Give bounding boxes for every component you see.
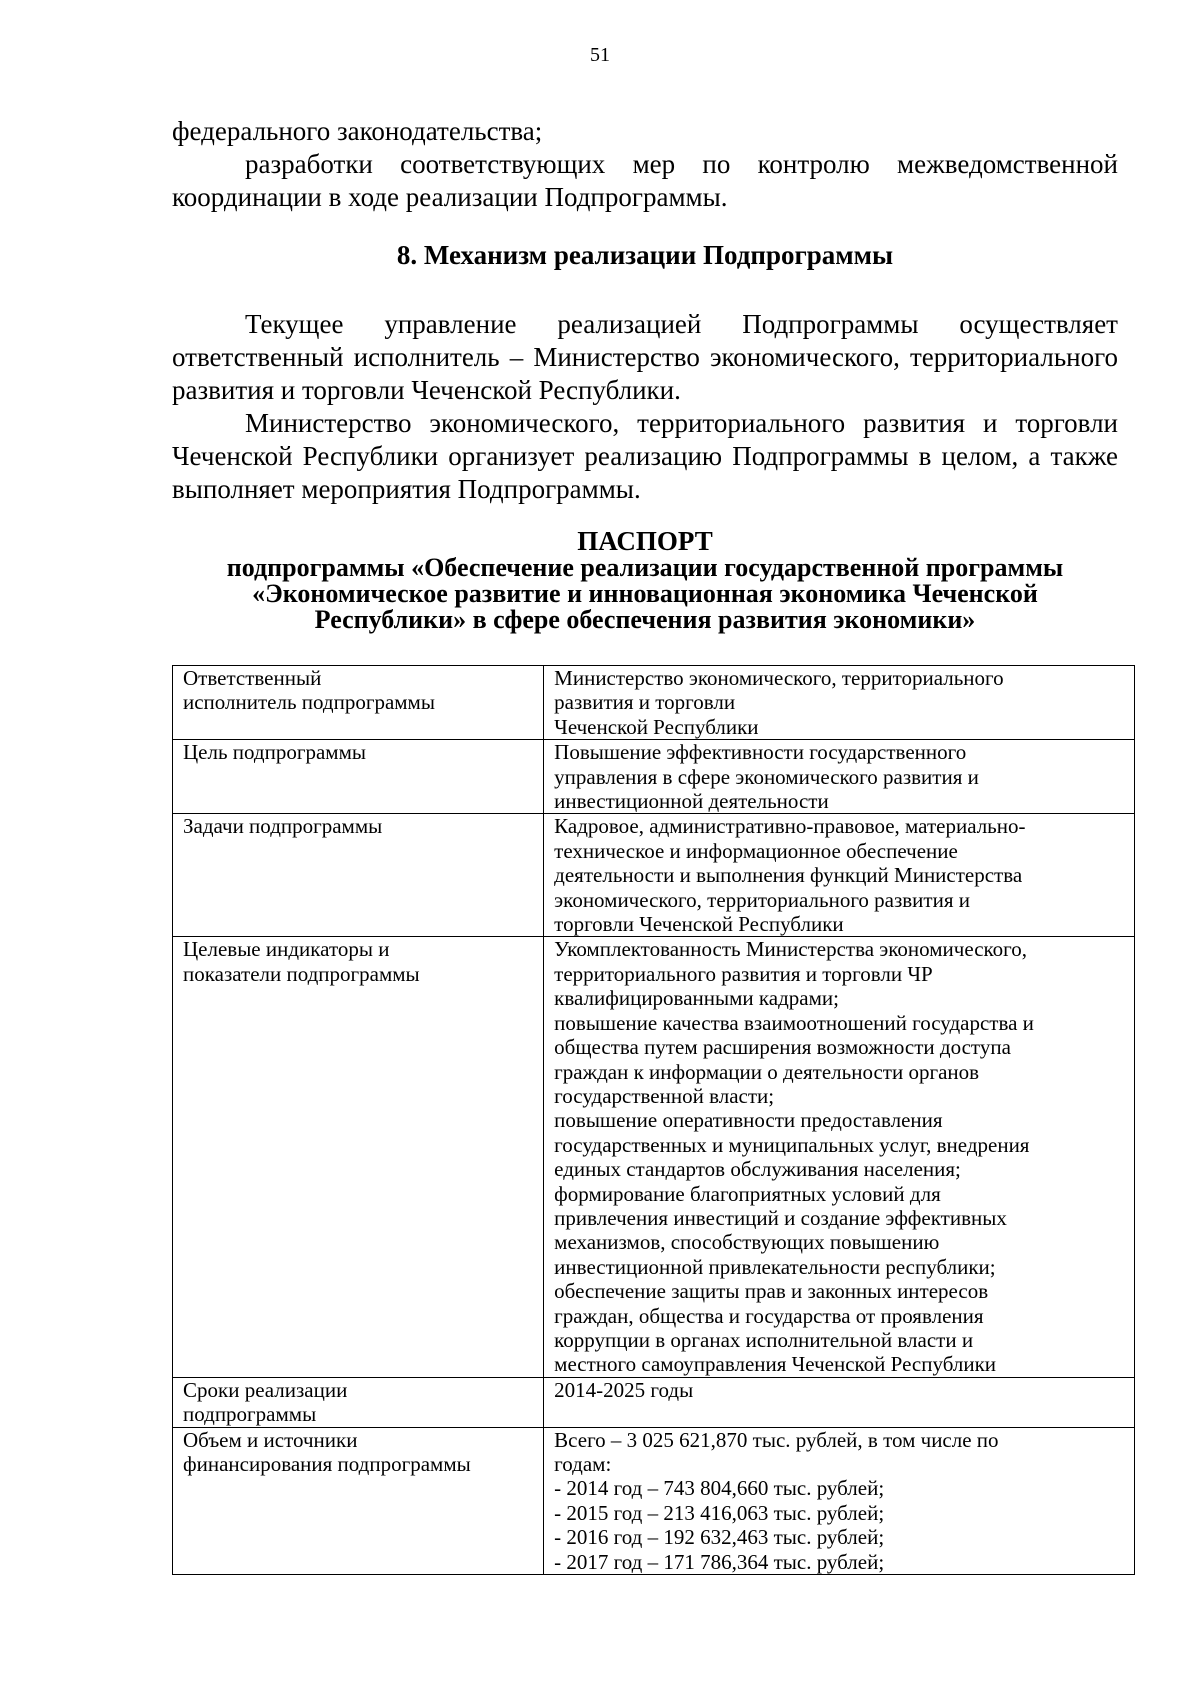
passport-cell-line: - 2015 год – 213 416,063 тыс. рублей;	[554, 1500, 885, 1525]
passport-cell-line: 2014-2025 годы	[554, 1377, 694, 1402]
passport-label-cell	[173, 1377, 544, 1427]
passport-cell-line: управления в сфере экономического развития и	[554, 764, 979, 789]
passport-cell-line: Повышение эффективности государственного	[554, 740, 967, 765]
passport-value-cell	[544, 1377, 1135, 1427]
passport-cell-line: коррупции в органах исполнительной власти и	[554, 1327, 974, 1352]
passport-table	[172, 665, 1135, 1575]
passport-cell-line: Министерство экономического, территориального	[554, 666, 1004, 690]
passport-cell-line: экономического, территориального развития и	[554, 887, 970, 912]
passport-cell-line: Цель подпрограммы	[183, 740, 366, 765]
passport-value-cell	[544, 937, 1135, 1377]
paragraph-ministry-role: Министерство экономического, территориального развития и торговли Чеченской Республики организует реализацию Подпрограммы в целом, а также выполняет мероприятия Подпрограммы.	[172, 408, 1118, 504]
passport-cell-line: исполнитель подпрограммы	[183, 690, 435, 715]
paragraph-coordination-measures: разработки соответствующих мер по контролю межведомственной координации в ходе реализации Подпрограммы.	[172, 149, 1118, 212]
passport-cell-line: Ответственный	[183, 666, 322, 690]
passport-cell-line: инвестиционной привлекательности республики;	[554, 1254, 996, 1279]
passport-cell-line: показатели подпрограммы	[183, 961, 420, 986]
passport-cell-line: техническое и информационное обеспечение	[554, 838, 958, 863]
section-heading: 8. Механизм реализации Подпрограммы	[396, 240, 894, 270]
passport-subtitle	[0, 555, 1200, 633]
passport-cell-line: единых стандартов обслуживания населения;	[554, 1157, 961, 1182]
passport-cell-line: повышение оперативности предоставления	[554, 1108, 943, 1133]
passport-cell-line: годам:	[554, 1452, 612, 1476]
passport-cell-line: квалифицированными кадрами;	[554, 986, 839, 1011]
passport-row	[173, 937, 1135, 1377]
passport-cell-line: Целевые индикаторы и	[183, 937, 390, 962]
passport-cell-line: механизмов, способствующих повышению	[554, 1230, 940, 1255]
passport-cell-line: инвестиционной деятельности	[554, 789, 829, 814]
passport-cell-line: Чеченской Республики	[554, 714, 759, 739]
passport-cell-line: граждан к информации о деятельности органов	[554, 1059, 980, 1084]
passport-cell-line: развития и торговли	[554, 690, 736, 715]
passport-cell-line: обеспечение защиты прав и законных интересов	[554, 1279, 989, 1304]
passport-cell-line: - 2016 год – 192 632,463 тыс. рублей;	[554, 1525, 885, 1550]
passport-cell-line: государственных и муниципальных услуг, внедрения	[554, 1132, 1030, 1157]
passport-row	[173, 740, 1135, 814]
passport-subtitle-line: подпрограммы «Обеспечение реализации государственной программы	[226, 553, 1064, 582]
passport-cell-line: граждан, общества и государства от проявления	[554, 1303, 984, 1328]
passport-value-cell	[544, 1427, 1135, 1574]
paragraph-federal-legislation: федерального законодательства;	[172, 116, 543, 146]
passport-cell-line: - 2014 год – 743 804,660 тыс. рублей;	[554, 1476, 885, 1501]
passport-cell-line: Всего – 3 025 621,870 тыс. рублей, в том числе по	[554, 1427, 999, 1452]
passport-label-cell	[173, 1427, 544, 1574]
passport-cell-line: Задачи подпрограммы	[183, 814, 383, 839]
passport-cell-line: Объем и источники	[183, 1427, 358, 1452]
passport-subtitle-line: Республики» в сфере обеспечения развития экономики»	[314, 605, 976, 634]
passport-cell-line: общества путем расширения возможности доступа	[554, 1035, 1011, 1060]
passport-cell-line: Сроки реализации	[183, 1377, 348, 1402]
passport-row	[173, 1427, 1135, 1574]
passport-label-cell	[173, 814, 544, 937]
passport-cell-line: - 2017 год – 171 786,364 тыс. рублей;	[554, 1549, 885, 1574]
passport-row	[173, 666, 1135, 740]
passport-label-cell	[173, 740, 544, 814]
passport-subtitle-line: «Экономическое развитие и инновационная экономика Чеченской	[252, 579, 1038, 608]
passport-label-cell	[173, 937, 544, 1377]
passport-value-cell	[544, 740, 1135, 814]
passport-cell-line: торговли Чеченской Республики	[554, 912, 844, 937]
passport-label-cell	[173, 666, 544, 740]
passport-row	[173, 814, 1135, 937]
passport-cell-line: Кадровое, административно-правовое, материально-	[554, 814, 1026, 839]
passport-cell-line: Укомплектованность Министерства экономического,	[554, 937, 1027, 962]
passport-cell-line: местного самоуправления Чеченской Республики	[554, 1352, 997, 1377]
passport-cell-line: государственной власти;	[554, 1083, 775, 1108]
passport-cell-line: подпрограммы	[183, 1402, 317, 1427]
passport-cell-line: финансирования подпрограммы	[183, 1452, 471, 1476]
passport-cell-line: формирование благоприятных условий для	[554, 1181, 941, 1206]
passport-cell-line: деятельности и выполнения функций Министерства	[554, 863, 1023, 888]
passport-value-cell	[544, 814, 1135, 937]
paragraph-current-management: Текущее управление реализацией Подпрограммы осуществляет ответственный исполнитель – Министерство экономического, территориального развития и торговли Чеченской Республики.	[172, 309, 1118, 405]
passport-row	[173, 1377, 1135, 1427]
passport-cell-line: повышение качества взаимоотношений государства и	[554, 1010, 1034, 1035]
passport-title: ПАСПОРТ	[577, 526, 713, 556]
passport-cell-line: территориального развития и торговли ЧР	[554, 961, 933, 986]
passport-value-cell	[544, 666, 1135, 740]
passport-cell-line: привлечения инвестиций и создание эффективных	[554, 1205, 1007, 1230]
page-number: 51	[590, 44, 610, 66]
